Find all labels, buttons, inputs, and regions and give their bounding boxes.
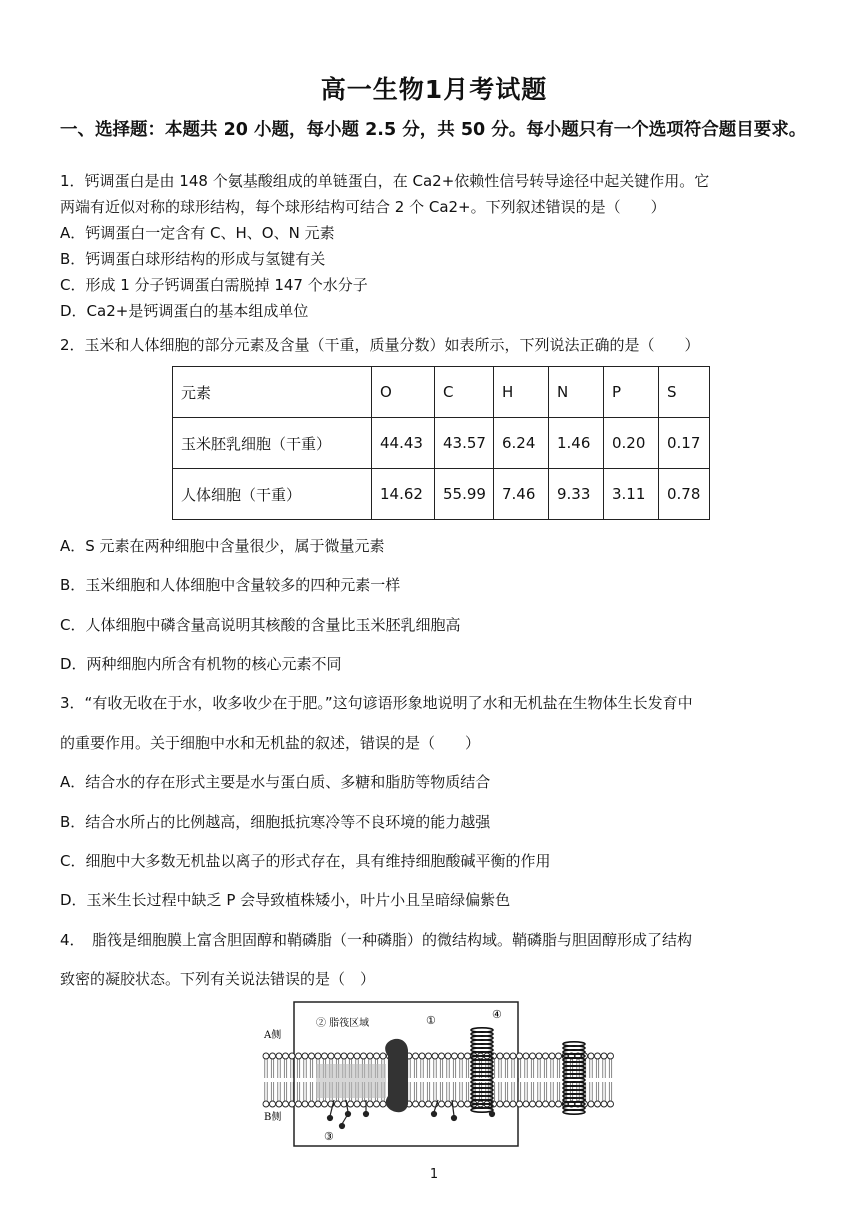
table-cell: 55.99 xyxy=(435,469,494,520)
phospholipid-head xyxy=(543,1101,549,1107)
question-3-option-c: C．细胞中大多数无机盐以离子的形式存在，具有维持细胞酸碱平衡的作用 xyxy=(60,852,551,870)
phospholipid-head xyxy=(465,1101,471,1107)
phospholipid-head xyxy=(302,1101,308,1107)
phospholipid-head xyxy=(595,1101,601,1107)
phospholipid-head xyxy=(335,1053,341,1059)
phospholipid-head xyxy=(419,1101,425,1107)
phospholipid-head xyxy=(296,1053,302,1059)
question-2-option-d: D．两种细胞内所含有机物的核心元素不同 xyxy=(60,655,342,673)
lipid-raft-membrane-figure xyxy=(256,1000,620,1148)
phospholipid-head xyxy=(601,1101,607,1107)
phospholipid-head xyxy=(315,1101,321,1107)
phospholipid-head xyxy=(354,1101,360,1107)
phospholipid-head xyxy=(608,1053,614,1059)
question-3-option-a: A．结合水的存在形式主要是水与蛋白质、多糖和脂肪等物质结合 xyxy=(60,773,491,791)
question-1-option-c: C．形成 1 分子钙调蛋白需脱掉 147 个水分子 xyxy=(60,276,368,294)
phospholipid-head xyxy=(289,1101,295,1107)
phospholipid-head xyxy=(380,1053,386,1059)
table-cell: 玉米胚乳细胞（干重） xyxy=(173,418,372,469)
question-3-stem-line-1: 3．“有收无收在于水，收多收少在于肥。”这句谚语形象地说明了水和无机盐在生物体生长发育中 xyxy=(60,694,693,712)
table-cell: 0.20 xyxy=(604,418,659,469)
phospholipid-head xyxy=(510,1101,516,1107)
table-cell: 43.57 xyxy=(435,418,494,469)
phospholipid-head xyxy=(497,1053,503,1059)
phospholipid-head xyxy=(315,1053,321,1059)
phospholipid-head xyxy=(335,1101,341,1107)
phospholipid-head xyxy=(445,1053,451,1059)
protein-1 xyxy=(385,1039,408,1112)
table-header-row xyxy=(173,367,710,418)
phospholipid-head xyxy=(426,1101,432,1107)
helix-turn xyxy=(563,1110,585,1114)
table-header-cell: 元素 xyxy=(173,367,372,418)
phospholipid-head xyxy=(549,1101,555,1107)
element-content-table xyxy=(172,366,710,520)
phospholipid-head xyxy=(413,1053,419,1059)
phospholipid-head xyxy=(549,1053,555,1059)
phospholipid-head xyxy=(380,1101,386,1107)
question-3-option-d: D．玉米生长过程中缺乏 P 会导致植株矮小，叶片小且呈暗绿偏紫色 xyxy=(60,891,511,909)
label-1: ① xyxy=(426,1014,436,1027)
phospholipid-head xyxy=(322,1053,328,1059)
phospholipid-head xyxy=(595,1053,601,1059)
phospholipid-head xyxy=(296,1101,302,1107)
phospholipid-head xyxy=(270,1101,276,1107)
label-3: ③ xyxy=(324,1130,334,1143)
phospholipid-head xyxy=(452,1053,458,1059)
page-title: 高一生物1月考试题 xyxy=(320,75,548,104)
phospholipid-head xyxy=(588,1101,594,1107)
phospholipid-head xyxy=(374,1053,380,1059)
phospholipid-head xyxy=(536,1101,542,1107)
phospholipid-head xyxy=(302,1053,308,1059)
question-1-option-b: B．钙调蛋白球形结构的形成与氢键有关 xyxy=(60,250,326,268)
phospholipid-head xyxy=(504,1101,510,1107)
phospholipid-head xyxy=(556,1053,562,1059)
table-cell: 0.17 xyxy=(659,418,710,469)
table-row xyxy=(173,418,710,469)
table-header-cell: C xyxy=(435,367,494,418)
phospholipid-head xyxy=(439,1053,445,1059)
phospholipid-head xyxy=(543,1053,549,1059)
phospholipid-head xyxy=(341,1053,347,1059)
phospholipid-head xyxy=(419,1053,425,1059)
question-4-stem-line-1: 4． 脂筏是细胞膜上富含胆固醇和鞘磷脂（一种磷脂）的微结构域。鞘磷脂与胆固醇形成了结构 xyxy=(60,931,693,949)
phospholipid-head xyxy=(601,1053,607,1059)
table-cell: 7.46 xyxy=(494,469,549,520)
question-4-stem-line-2: 致密的凝胶状态。下列有关说法错误的是（ ） xyxy=(60,970,376,988)
raft-region xyxy=(316,1064,386,1098)
question-1-option-a: A．钙调蛋白一定含有 C、H、O、N 元素 xyxy=(60,224,335,242)
phospholipid-head xyxy=(309,1053,315,1059)
table-header-cell: O xyxy=(372,367,435,418)
phospholipid-head xyxy=(445,1101,451,1107)
question-2-option-b: B．玉米细胞和人体细胞中含量较多的四种元素一样 xyxy=(60,576,401,594)
phospholipid-head xyxy=(276,1101,282,1107)
section-heading: 一、选择题：本题共 20 小题，每小题 2.5 分，共 50 分。每小题只有一个选项符合题目要求。 xyxy=(60,120,807,140)
phospholipid-head xyxy=(458,1053,464,1059)
phospholipid-head xyxy=(322,1101,328,1107)
phospholipid-head xyxy=(465,1053,471,1059)
phospholipid-head xyxy=(556,1101,562,1107)
table-header-cell: P xyxy=(604,367,659,418)
label-4: ④ xyxy=(492,1008,502,1021)
table-header-cell: N xyxy=(549,367,604,418)
phospholipid-head xyxy=(283,1101,289,1107)
phospholipid-head xyxy=(354,1053,360,1059)
phospholipid-head xyxy=(367,1101,373,1107)
phospholipid-head xyxy=(510,1053,516,1059)
table-cell: 6.24 xyxy=(494,418,549,469)
phospholipid-head xyxy=(263,1101,269,1107)
phospholipid-head xyxy=(458,1101,464,1107)
question-1-stem-line-1: 1．钙调蛋白是由 148 个氨基酸组成的单链蛋白，在 Ca2+依赖性信号转导途径中起关键作用。它 xyxy=(60,172,710,190)
phospholipid-head xyxy=(413,1101,419,1107)
phospholipid-head xyxy=(263,1053,269,1059)
question-3-option-b: B．结合水所占的比例越高，细胞抵抗寒冷等不良环境的能力越强 xyxy=(60,813,491,831)
phospholipid-head xyxy=(270,1053,276,1059)
phospholipid-head xyxy=(523,1053,529,1059)
phospholipid-head xyxy=(504,1053,510,1059)
table-cell: 3.11 xyxy=(604,469,659,520)
side-b-label: B侧 xyxy=(264,1112,282,1123)
phospholipid-head xyxy=(374,1101,380,1107)
phospholipid-head xyxy=(523,1101,529,1107)
table-cell: 44.43 xyxy=(372,418,435,469)
question-3-stem-line-2: 的重要作用。关于细胞中水和无机盐的叙述，错误的是（ ） xyxy=(60,734,481,752)
side-a-label: A侧 xyxy=(264,1030,282,1041)
table-cell: 人体细胞（干重） xyxy=(173,469,372,520)
phospholipid-head xyxy=(517,1101,523,1107)
table-row xyxy=(173,469,710,520)
phospholipid-head xyxy=(530,1101,536,1107)
table-cell: 0.78 xyxy=(659,469,710,520)
question-1-stem-line-2: 两端有近似对称的球形结构，每个球形结构可结合 2 个 Ca2+。下列叙述错误的是（ ） xyxy=(60,198,666,216)
table-header-cell: S xyxy=(659,367,710,418)
phospholipid-head xyxy=(289,1053,295,1059)
page-number: 1 xyxy=(429,1167,439,1182)
phospholipid-head xyxy=(283,1053,289,1059)
phospholipid-head xyxy=(536,1053,542,1059)
table-header-cell: H xyxy=(494,367,549,418)
phospholipid-head xyxy=(439,1101,445,1107)
phospholipid-head xyxy=(608,1101,614,1107)
phospholipid-head xyxy=(309,1101,315,1107)
table-cell: 9.33 xyxy=(549,469,604,520)
question-2-stem: 2．玉米和人体细胞的部分元素及含量（干重，质量分数）如表所示，下列说法正确的是（ ） xyxy=(60,336,700,354)
table-cell: 14.62 xyxy=(372,469,435,520)
label-2-lipid-raft: ② 脂筏区域 xyxy=(316,1018,370,1029)
phospholipid-head xyxy=(530,1053,536,1059)
question-2-option-a: A．S 元素在两种细胞中含量很少，属于微量元素 xyxy=(60,537,385,555)
phospholipid-head xyxy=(276,1053,282,1059)
phospholipid-head xyxy=(348,1101,354,1107)
question-2-option-c: C．人体细胞中磷含量高说明其核酸的含量比玉米胚乳细胞高 xyxy=(60,616,461,634)
phospholipid-head xyxy=(517,1053,523,1059)
question-1-option-d: D．Ca2+是钙调蛋白的基本组成单位 xyxy=(60,302,309,320)
phospholipid-head xyxy=(367,1053,373,1059)
phospholipid-head xyxy=(426,1053,432,1059)
phospholipid-head xyxy=(432,1053,438,1059)
phospholipid-head xyxy=(348,1053,354,1059)
phospholipid-head xyxy=(497,1101,503,1107)
phospholipid-head xyxy=(361,1053,367,1059)
phospholipid-head xyxy=(328,1053,334,1059)
table-cell: 1.46 xyxy=(549,418,604,469)
phospholipid-head xyxy=(588,1053,594,1059)
